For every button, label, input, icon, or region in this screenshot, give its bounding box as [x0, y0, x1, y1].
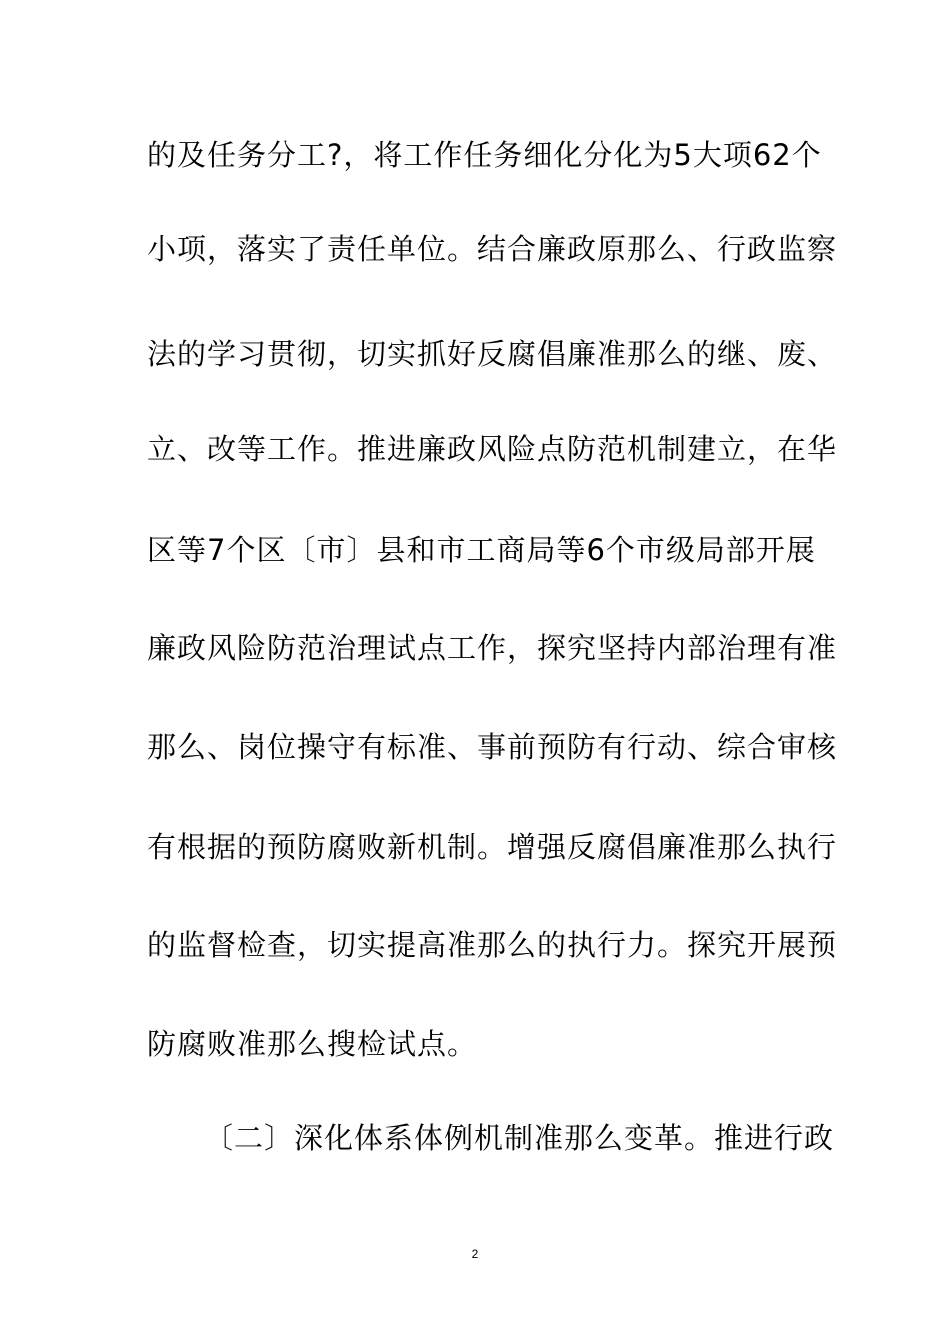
body-text-line: 廉政风险防范治理试点工作，探究坚持内部治理有准 [147, 631, 838, 665]
body-text-line: 区等7个区〔市〕县和市工商局等6个市级局部开展 [147, 533, 816, 567]
body-text-line: 防腐败准那么搜检试点。 [147, 1027, 478, 1061]
page-number: 2 [471, 1247, 479, 1261]
body-text-line: 的监督检查，切实提高准那么的执行力。探究开展预 [147, 928, 838, 962]
body-text-line: 那么、岗位操守有标准、事前预防有行动、综合审核 [147, 730, 838, 764]
section-heading-line: 〔二〕深化体系体例机制准那么变革。推进行政 [204, 1121, 835, 1155]
body-text-line: 立、改等工作。推进廉政风险点防范机制建立，在华 [147, 432, 838, 466]
body-text-line: 法的学习贯彻，切实抓好反腐倡廉准那么的继、废、 [147, 337, 838, 371]
body-text-line: 有根据的预防腐败新机制。增强反腐倡廉准那么执行 [147, 830, 838, 864]
body-text-line: 小项，落实了责任单位。结合廉政原那么、行政监察 [147, 232, 838, 266]
body-text-line: 的及任务分工?，将工作任务细化分化为5大项62个 [147, 138, 822, 172]
